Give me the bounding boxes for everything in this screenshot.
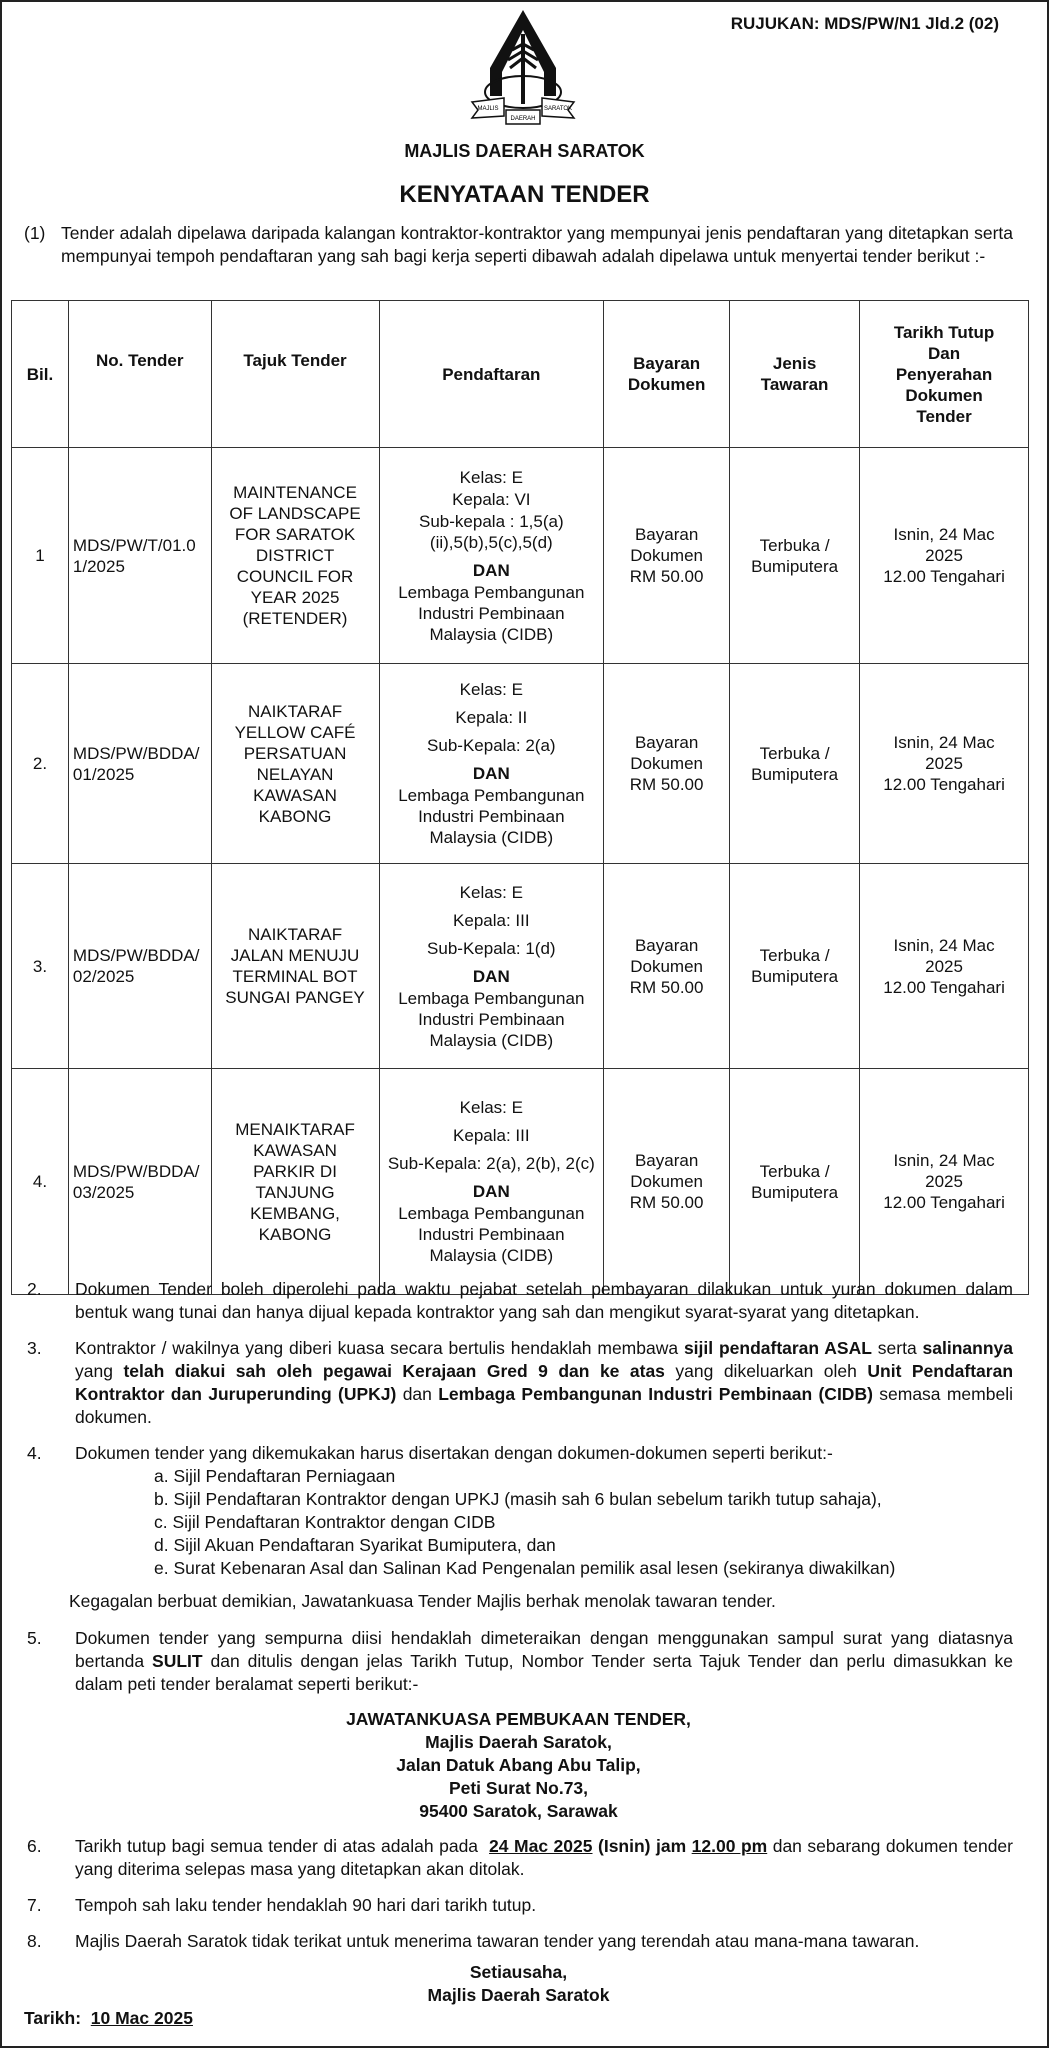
intro-paragraph bbox=[24, 222, 1013, 268]
registration-line: Kepala: VI bbox=[452, 489, 531, 509]
cell-jenis: Terbuka / Bumiputera bbox=[730, 864, 860, 1069]
table-row bbox=[12, 1069, 1029, 1295]
cell-tarikh bbox=[860, 448, 1029, 664]
list-item: c. Sijil Pendaftaran Kontraktor dengan CIDB bbox=[154, 1512, 496, 1532]
clause-number: 4. bbox=[27, 1443, 42, 1463]
cell-bil: 2. bbox=[12, 664, 69, 864]
registration-body: Lembaga Pembangunan Industri Pembinaan Malaysia (CIDB) bbox=[398, 988, 585, 1050]
date-value: 10 Mac 2025 bbox=[90, 2008, 193, 2028]
clause-number: 5. bbox=[27, 1628, 42, 1648]
document-title: KENYATAAN TENDER bbox=[399, 181, 650, 208]
address-line: Majlis Daerah Saratok, bbox=[425, 1732, 612, 1752]
cell-jenis: Terbuka / Bumiputera bbox=[730, 664, 860, 864]
clause-number: 3. bbox=[27, 1338, 42, 1358]
list-item: e. Surat Kebenaran Asal dan Salinan Kad Pengenalan pemilik asal lesen (sekiranya diwakilkan) bbox=[154, 1558, 896, 1578]
registration-line: Kelas: E bbox=[459, 680, 523, 699]
cell-no-tender: MDS/PW/BDDA/01/2025 bbox=[68, 664, 211, 864]
cell-bayaran: Bayaran Dokumen RM 50.00 bbox=[604, 448, 730, 664]
signature-org: Majlis Daerah Saratok bbox=[427, 1985, 610, 2005]
clause-bold: Unit Pendaftaran Kontraktor dan Juruperunding (UPKJ) bbox=[75, 1361, 1014, 1404]
registration-line: Sub-Kepala: 1(d) bbox=[427, 938, 556, 958]
table-header-row bbox=[12, 301, 1029, 448]
cell-bil: 4. bbox=[12, 1069, 69, 1295]
list-item: d. Sijil Akuan Pendaftaran Syarikat Bumiputera, dan bbox=[154, 1535, 556, 1555]
cell-bayaran: Bayaran Dokumen RM 50.00 bbox=[604, 864, 730, 1069]
closing-time: 12.00 Tengahari bbox=[883, 977, 1005, 997]
clause-text: Majlis Daerah Saratok tidak terikat untuk menerima tawaran tender yang terendah atau mana-mana tawaran. bbox=[75, 1931, 920, 1951]
date-label: Tarikh: bbox=[24, 2008, 82, 2028]
council-logo bbox=[452, 6, 594, 126]
closing-date: 24 Mac 2025 bbox=[489, 1836, 593, 1856]
cell-jenis: Terbuka / Bumiputera bbox=[730, 1069, 860, 1295]
clause-2 bbox=[24, 1278, 1013, 1324]
cell-jenis: Terbuka / Bumiputera bbox=[730, 448, 860, 664]
clause-4 bbox=[24, 1442, 1013, 1465]
clause-bold: telah diakui sah oleh pegawai Kerajaan Gred 9 dan ke atas bbox=[123, 1361, 665, 1381]
closing-date: Isnin, 24 Mac 2025 bbox=[893, 733, 995, 773]
signature-block bbox=[24, 1961, 1013, 2007]
closing-day: (Isnin) jam bbox=[592, 1836, 692, 1856]
cell-no-tender: MDS/PW/BDDA/03/2025 bbox=[68, 1069, 211, 1295]
closing-date: Isnin, 24 Mac 2025 bbox=[893, 935, 995, 976]
cell-tajuk: MENAIKTARAF KAWASAN PARKIR DI TANJUNG KEMBANG, KABONG bbox=[211, 1069, 379, 1295]
registration-and: DAN bbox=[472, 1182, 510, 1201]
clause-5 bbox=[24, 1627, 1013, 1696]
address-line: Jalan Datuk Abang Abu Talip, bbox=[396, 1755, 641, 1775]
header-no-tender: No. Tender bbox=[68, 301, 211, 448]
registration-body: Lembaga Pembangunan Industri Pembinaan Malaysia (CIDB) bbox=[398, 582, 585, 644]
cell-pendaftaran bbox=[379, 864, 604, 1069]
address-line: 95400 Saratok, Sarawak bbox=[419, 1801, 618, 1821]
intro-text: Tender adalah dipelawa daripada kalangan kontraktor-kontraktor yang mempunyai jenis pendaftaran yang ditetapkan serta mempunyai tempoh pendaftaran yang sah bagi kerja seperti dibawah adalah dipelawa untuk menyertai tender berikut :- bbox=[61, 223, 1013, 266]
cell-bil: 1 bbox=[12, 448, 69, 664]
registration-line: Kepala: II bbox=[455, 708, 528, 727]
registration-and: DAN bbox=[472, 966, 510, 986]
clause-bold: sijil pendaftaran ASAL bbox=[683, 1338, 872, 1358]
closing-time: 12.00 Tengahari bbox=[883, 775, 1005, 794]
registration-line: Kepala: III bbox=[453, 910, 530, 930]
reference-number: RUJUKAN: MDS/PW/N1 Jld.2 (02) bbox=[730, 14, 999, 33]
header-tajuk: Tajuk Tender bbox=[211, 301, 379, 448]
list-item: b. Sijil Pendaftaran Kontraktor dengan UPKJ (masih sah 6 bulan sebelum tarikh tutup sahaja), bbox=[154, 1489, 882, 1509]
clause-text: yang bbox=[75, 1361, 124, 1381]
clause-text: semasa membeli dokumen. bbox=[75, 1384, 1013, 1427]
document-date bbox=[24, 2007, 1013, 2030]
closing-time: 12.00 Tengahari bbox=[883, 567, 1005, 586]
tender-table bbox=[11, 300, 1029, 1295]
cell-tarikh bbox=[860, 1069, 1029, 1295]
registration-line: Kelas: E bbox=[459, 1098, 523, 1117]
clause-text: Kontraktor / wakilnya yang diberi kuasa secara bertulis hendaklah membawa bbox=[75, 1338, 684, 1358]
header-jenis: Jenis Tawaran bbox=[730, 301, 860, 448]
registration-line: Sub-kepala : 1,5(a)(ii),5(b),5(c),5(d) bbox=[419, 511, 564, 552]
cell-tajuk: MAINTENANCE OF LANDSCAPE FOR SARATOK DISTRICT COUNCIL FOR YEAR 2025 (RETENDER) bbox=[211, 448, 379, 664]
clauses bbox=[24, 1278, 1013, 2030]
closing-date: Isnin, 24 Mac 2025 bbox=[893, 1151, 995, 1191]
table-row bbox=[12, 448, 1029, 664]
header-bayaran: Bayaran Dokumen bbox=[604, 301, 730, 448]
clause-text: yang dikeluarkan oleh bbox=[664, 1361, 868, 1381]
registration-and: DAN bbox=[472, 560, 510, 580]
clause-bold: Lembaga Pembangunan Industri Pembinaan (CIDB) bbox=[438, 1384, 873, 1404]
organisation-name: MAJLIS DAERAH SARATOK bbox=[404, 141, 645, 161]
cell-pendaftaran bbox=[379, 664, 604, 864]
closing-date: Isnin, 24 Mac 2025 bbox=[893, 525, 995, 565]
logo-text-saratok: SARATOK bbox=[543, 106, 573, 112]
closing-time: 12.00 pm bbox=[691, 1836, 768, 1856]
intro-number: (1) bbox=[24, 223, 46, 243]
registration-line: Kepala: III bbox=[453, 1126, 530, 1145]
clause-number: 6. bbox=[27, 1836, 42, 1856]
header-pendaftaran: Pendaftaran bbox=[379, 301, 604, 448]
header-bil: Bil. bbox=[12, 301, 69, 448]
cell-bayaran: Bayaran Dokumen RM 50.00 bbox=[604, 664, 730, 864]
clause-text: Tarikh tutup bagi semua tender di atas adalah pada bbox=[75, 1836, 490, 1856]
clause-number: 8. bbox=[27, 1931, 42, 1951]
clause-8 bbox=[24, 1930, 1013, 1953]
required-documents-list bbox=[24, 1465, 1013, 1580]
cell-no-tender: MDS/PW/BDDA/02/2025 bbox=[68, 864, 211, 1069]
address-line: JAWATANKUASA PEMBUKAAN TENDER, bbox=[346, 1709, 691, 1729]
cell-bayaran: Bayaran Dokumen RM 50.00 bbox=[604, 1069, 730, 1295]
table-row bbox=[12, 664, 1029, 864]
clause-text: Dokumen tender yang dikemukakan harus disertakan dengan dokumen-dokumen seperti berikut:- bbox=[75, 1443, 833, 1463]
clause-number: 2. bbox=[27, 1279, 42, 1299]
registration-and: DAN bbox=[472, 764, 510, 783]
clause-bold: SULIT bbox=[152, 1651, 203, 1671]
clause-text: serta bbox=[871, 1338, 923, 1358]
registration-body: Lembaga Pembangunan Industri Pembinaan Malaysia (CIDB) bbox=[398, 786, 585, 847]
registration-line: Kelas: E bbox=[459, 882, 523, 902]
cell-tajuk: NAIKTARAF YELLOW CAFÉ PERSATUAN NELAYAN KAWASAN KABONG bbox=[211, 664, 379, 864]
cell-tajuk: NAIKTARAF JALAN MENUJU TERMINAL BOT SUNGAI PANGEY bbox=[211, 864, 379, 1069]
header-tarikh: Tarikh Tutup Dan Penyerahan Dokumen Tender bbox=[860, 301, 1029, 448]
cell-tarikh bbox=[860, 864, 1029, 1069]
submission-address bbox=[24, 1708, 1013, 1823]
registration-line: Sub-Kepala: 2(a), 2(b), 2(c) bbox=[387, 1154, 595, 1173]
clause-text: Dokumen Tender boleh diperolehi pada waktu pejabat setelah pembayaran dilakukan untuk yuran dokumen dalam bentuk wang tunai dan hanya dijual kepada kontraktor yang sah dan mengikut syarat-syarat yang ditetapkan. bbox=[75, 1279, 1013, 1322]
registration-line: Kelas: E bbox=[459, 467, 523, 487]
clause-7 bbox=[24, 1894, 1013, 1917]
address-line: Peti Surat No.73, bbox=[448, 1778, 589, 1798]
clause-number: 7. bbox=[27, 1895, 42, 1915]
clause-text: dan ditulis dengan jelas Tarikh Tutup, Nombor Tender serta Tajuk Tender dan perlu dimasukkan ke dalam peti tender beralamat seperti berikut:- bbox=[75, 1651, 1014, 1694]
list-item: a. Sijil Pendaftaran Perniagaan bbox=[154, 1466, 396, 1486]
cell-pendaftaran bbox=[379, 1069, 604, 1295]
clause-bold: salinannya bbox=[922, 1338, 1013, 1358]
clause-text: dan sebarang dokumen tender yang diterima selepas masa yang ditetapkan akan ditolak. bbox=[75, 1836, 1013, 1879]
registration-line: Sub-Kepala: 2(a) bbox=[427, 736, 556, 755]
cell-bil: 3. bbox=[12, 864, 69, 1069]
clause-6 bbox=[24, 1835, 1013, 1881]
table-row bbox=[12, 864, 1029, 1069]
clause-3 bbox=[24, 1337, 1013, 1429]
registration-body: Lembaga Pembangunan Industri Pembinaan Malaysia (CIDB) bbox=[398, 1204, 585, 1265]
cell-no-tender: MDS/PW/T/01.01/2025 bbox=[68, 448, 211, 664]
clause-text: Dokumen tender yang sempurna diisi hendaklah dimeteraikan dengan menggunakan sampul surat yang diatasnya bertanda bbox=[75, 1628, 1013, 1671]
cell-pendaftaran bbox=[379, 448, 604, 664]
logo-text-majlis: MAJLIS bbox=[477, 106, 499, 112]
logo-text-daerah: DAERAH bbox=[510, 116, 536, 122]
cell-tarikh bbox=[860, 664, 1029, 864]
clause-text: dan bbox=[396, 1384, 439, 1404]
clause-text: Tempoh sah laku tender hendaklah 90 hari dari tarikh tutup. bbox=[75, 1895, 537, 1915]
closing-time: 12.00 Tengahari bbox=[883, 1193, 1005, 1212]
signature-title: Setiausaha, bbox=[469, 1962, 568, 1982]
failure-note: Kegagalan berbuat demikian, Jawatankuasa Tender Majlis berhak menolak tawaran tender. bbox=[69, 1591, 776, 1611]
